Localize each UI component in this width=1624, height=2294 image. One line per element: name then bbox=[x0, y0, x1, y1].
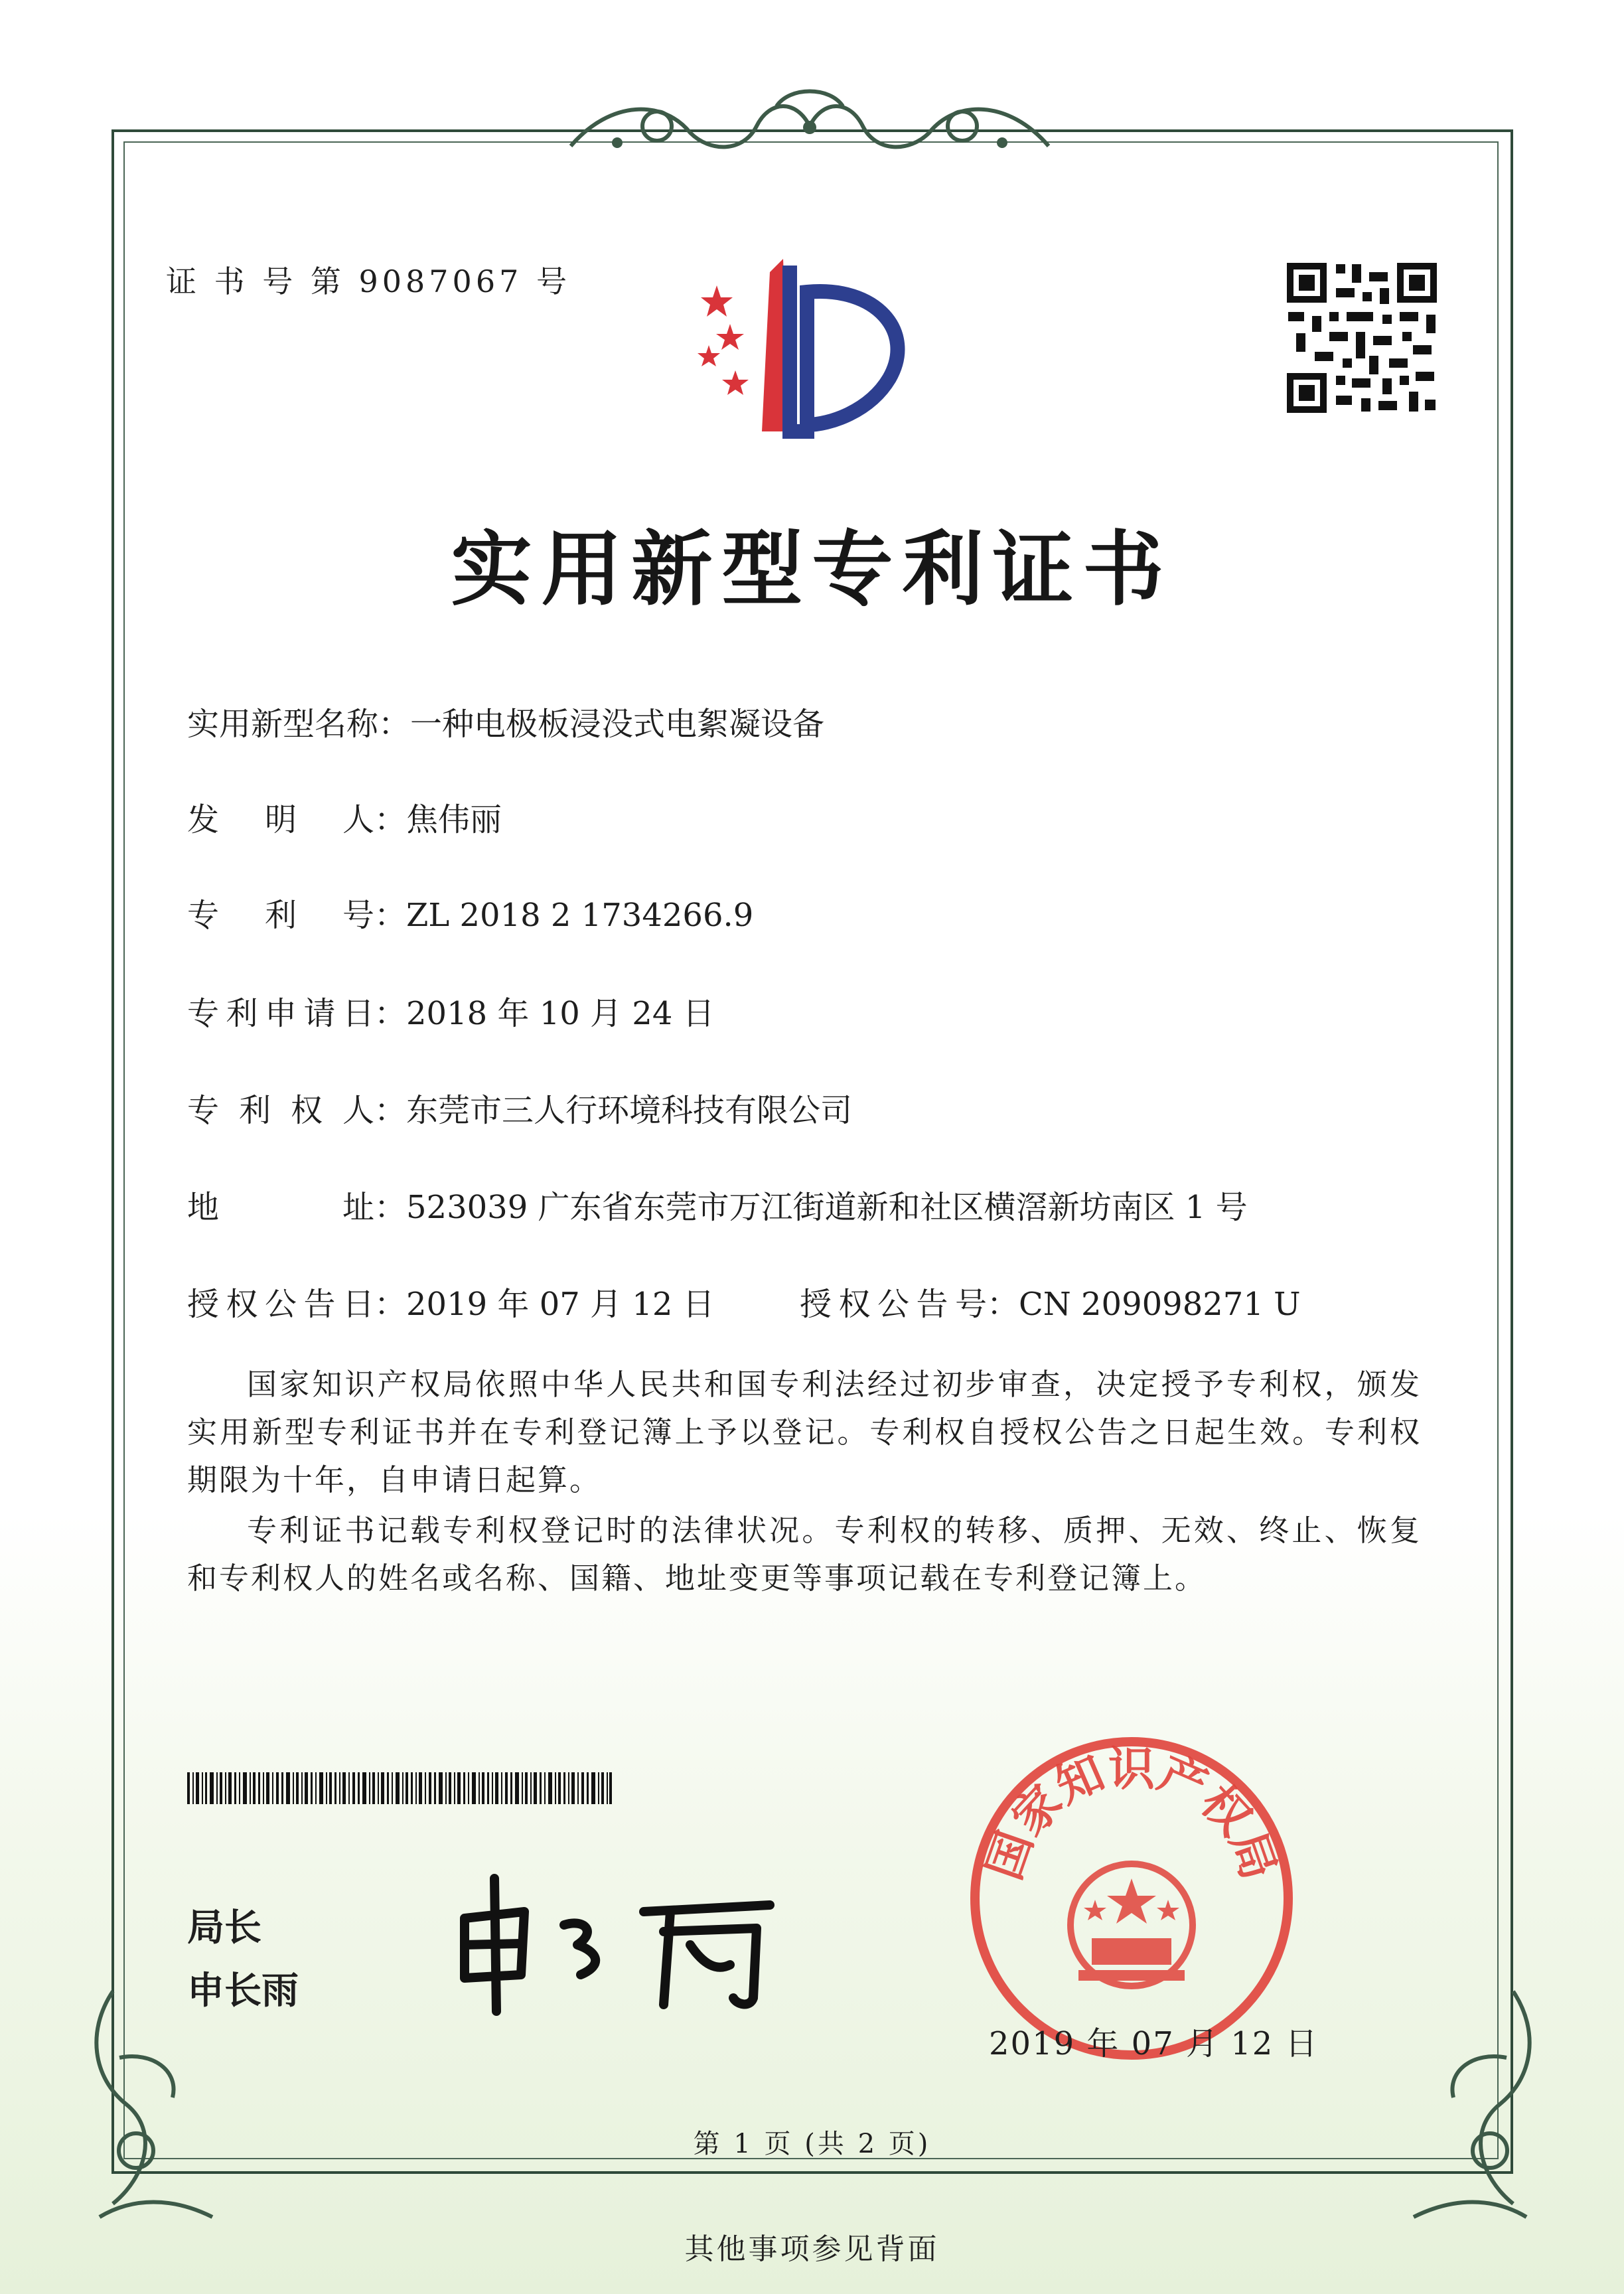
field-separator: ： bbox=[987, 1286, 1019, 1323]
field-value: 2018 年 10 月 24 日 bbox=[406, 995, 715, 1032]
field-label: 授权公告日 bbox=[187, 1286, 374, 1323]
field-separator: ： bbox=[374, 995, 407, 1032]
field-address bbox=[187, 1182, 1248, 1227]
field-separator: ： bbox=[374, 897, 407, 934]
field-label: 实用新型名称 bbox=[187, 706, 379, 743]
field-value: 2019 年 07 月 12 日 bbox=[406, 1286, 715, 1323]
field-separator: ： bbox=[374, 1189, 407, 1226]
field-label: 授权公告号 bbox=[800, 1286, 987, 1323]
field-value: 东莞市三人行环境科技有限公司 bbox=[406, 1092, 853, 1129]
field-label: 专 利 号 bbox=[187, 897, 374, 934]
barcode-icon bbox=[187, 1772, 612, 1804]
field-separator: ： bbox=[374, 1092, 407, 1129]
certificate-number: 证 书 号 第 9087067 号 bbox=[166, 264, 571, 299]
field-utility-model-name bbox=[187, 698, 824, 744]
field-value: 523039 广东省东莞市万江街道新和社区横滘新坊南区 1 号 bbox=[406, 1189, 1248, 1226]
field-label: 地 址 bbox=[187, 1189, 374, 1226]
certificate-title: 实用新型专利证书 bbox=[451, 521, 1173, 617]
seal-date: 2019 年 07 月 12 日 bbox=[989, 2025, 1319, 2062]
field-label: 专利申请日 bbox=[187, 995, 374, 1032]
field-separator: ： bbox=[374, 1286, 407, 1323]
bottom-right-ornament-icon bbox=[1380, 1978, 1553, 2230]
field-separator: ： bbox=[378, 706, 411, 743]
field-inventor bbox=[187, 794, 502, 840]
director-name: 申长雨 bbox=[187, 1969, 299, 2013]
seal-text: 国家知识产权局 bbox=[976, 1742, 1287, 1886]
field-value: 焦伟丽 bbox=[406, 801, 502, 838]
field-application-date bbox=[187, 988, 715, 1033]
qr-code-icon bbox=[1283, 259, 1441, 417]
cnipa-logo-icon bbox=[690, 246, 942, 445]
signature-icon bbox=[438, 1865, 810, 2025]
top-ornament-icon bbox=[557, 80, 1062, 173]
field-grant-number bbox=[800, 1278, 1301, 1324]
statement-paragraph-1: 国家知识产权局依照中华人民共和国专利法经过初步审查，决定授予专利权，颁发实用新型专利证书并在专利登记簿上予以登记。专利权自授权公告之日起生效。专利权期限为十年，自申请日起算。 bbox=[187, 1367, 1422, 1497]
bottom-left-ornament-icon bbox=[73, 1978, 246, 2230]
director-title: 局长 bbox=[187, 1906, 261, 1950]
field-value: 一种电极板浸没式电絮凝设备 bbox=[410, 706, 825, 743]
statement-paragraph-2: 专利证书记载专利权登记时的法律状况。专利权的转移、质押、无效、终止、恢复和专利权人的姓名或名称、国籍、地址变更等事项记载在专利登记簿上。 bbox=[187, 1513, 1422, 1596]
field-patent-number bbox=[187, 889, 753, 935]
page-number: 第 1 页 (共 2 页) bbox=[693, 2129, 931, 2159]
field-patentee bbox=[187, 1085, 852, 1130]
field-label: 发 明 人 bbox=[187, 801, 374, 838]
footer-note: 其他事项参见背面 bbox=[684, 2232, 940, 2266]
field-separator: ： bbox=[374, 801, 407, 838]
field-label: 专 利 权 人 bbox=[187, 1092, 374, 1129]
field-value: ZL 2018 2 1734266.9 bbox=[406, 897, 754, 934]
field-grant-date bbox=[187, 1278, 715, 1324]
field-value: CN 209098271 U bbox=[1019, 1286, 1301, 1323]
